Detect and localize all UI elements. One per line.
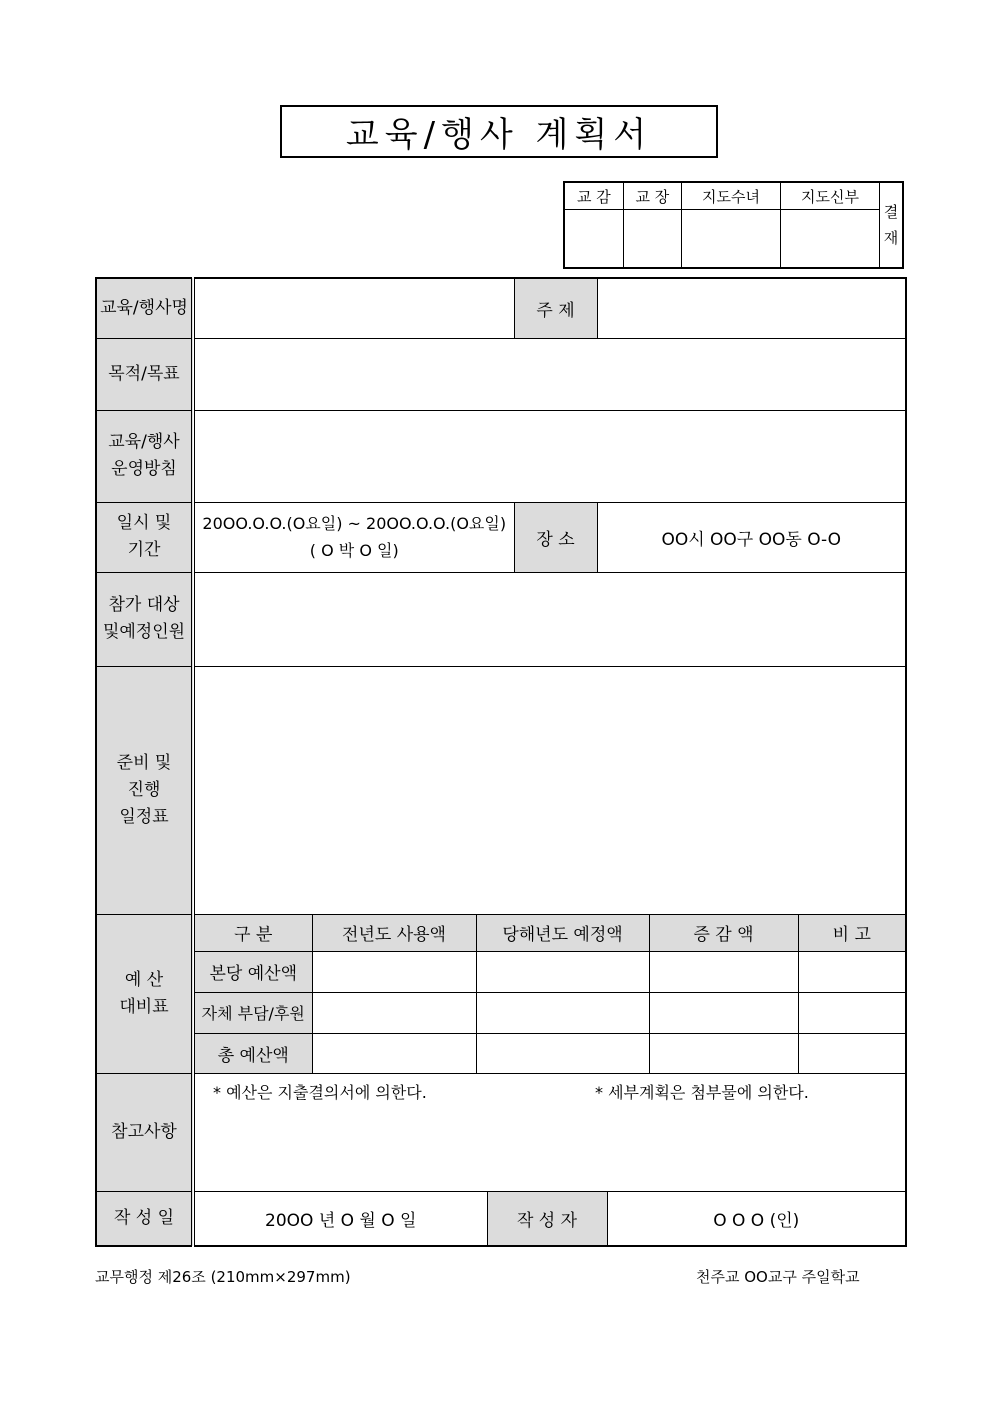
budget-label-1: 예 산 bbox=[124, 970, 164, 991]
approval-side-label bbox=[880, 182, 904, 268]
plan-form bbox=[95, 277, 907, 1247]
approval-side-label-2: 재 bbox=[883, 229, 899, 247]
sign-cell-sister[interactable] bbox=[682, 210, 781, 269]
budget-row-label: 총 예산액 bbox=[195, 1033, 312, 1073]
event-name-label: 교육/행사명 bbox=[96, 278, 193, 338]
page-title: 교육/행사 계획서 bbox=[280, 105, 718, 158]
approval-box bbox=[563, 181, 904, 269]
period-label-1: 일시 및 bbox=[116, 513, 172, 534]
period-value-2: ( O 박 O 일) bbox=[309, 541, 399, 561]
sign-cell-vice-principal[interactable] bbox=[564, 210, 623, 269]
participants-field[interactable] bbox=[193, 572, 906, 666]
approval-col-priest: 지도신부 bbox=[780, 182, 879, 210]
period-label bbox=[96, 502, 193, 572]
budget-cell[interactable] bbox=[476, 951, 649, 992]
period-label-2: 기간 bbox=[127, 540, 161, 561]
schedule-label-1: 준비 및 bbox=[116, 752, 172, 773]
policy-label bbox=[96, 410, 193, 502]
footer-regulation: 교무행정 제26조 (210mm×297mm) bbox=[95, 1268, 351, 1286]
date-field[interactable]: 20OO 년 O 월 O 일 bbox=[195, 1192, 487, 1245]
budget-cell[interactable] bbox=[798, 992, 905, 1033]
purpose-label: 목적/목표 bbox=[96, 338, 193, 410]
participants-label-1: 참가 대상 bbox=[108, 595, 180, 616]
budget-cell[interactable] bbox=[476, 992, 649, 1033]
period-field[interactable] bbox=[193, 502, 514, 572]
schedule-label-3: 일정표 bbox=[119, 806, 169, 827]
budget-label bbox=[96, 915, 193, 1074]
budget-header-last-year: 전년도 사용액 bbox=[312, 915, 476, 951]
budget-header-category: 구 분 bbox=[195, 915, 312, 951]
event-name-field[interactable] bbox=[193, 278, 514, 338]
theme-label: 주 제 bbox=[514, 278, 597, 338]
signature-row bbox=[193, 1192, 906, 1246]
theme-field[interactable] bbox=[597, 278, 906, 338]
budget-header-this-year: 당해년도 예정액 bbox=[476, 915, 649, 951]
budget-table bbox=[195, 915, 905, 1073]
budget-cell[interactable] bbox=[649, 1033, 798, 1073]
notes-list bbox=[195, 1074, 905, 1103]
participants-label-2: 및예정인원 bbox=[102, 622, 186, 643]
budget-cell[interactable] bbox=[798, 1033, 905, 1073]
budget-row-label: 자체 부담/후원 bbox=[195, 992, 312, 1033]
schedule-label-2: 진행 bbox=[127, 779, 161, 800]
budget-cell[interactable] bbox=[476, 1033, 649, 1073]
budget-cell[interactable] bbox=[649, 951, 798, 992]
budget-cell[interactable] bbox=[312, 951, 476, 992]
place-label: 장 소 bbox=[514, 502, 597, 572]
budget-row-label: 본당 예산액 bbox=[195, 951, 312, 992]
policy-field[interactable] bbox=[193, 410, 906, 502]
participants-label bbox=[96, 572, 193, 666]
sign-cell-principal[interactable] bbox=[623, 210, 681, 269]
budget-cell[interactable] bbox=[649, 992, 798, 1033]
budget-cell[interactable] bbox=[312, 1033, 476, 1073]
budget-label-2: 대비표 bbox=[119, 997, 169, 1018]
note-item: * 세부계획은 첨부물에 의한다. bbox=[595, 1083, 809, 1103]
budget-container bbox=[193, 915, 906, 1074]
date-label: 작 성 일 bbox=[96, 1192, 193, 1246]
budget-header-remarks: 비 고 bbox=[798, 915, 905, 951]
approval-side-label-1: 결 bbox=[883, 203, 899, 221]
purpose-field[interactable] bbox=[193, 338, 906, 410]
budget-cell[interactable] bbox=[312, 992, 476, 1033]
author-field[interactable]: O O O (인) bbox=[713, 1211, 800, 1232]
policy-label-2: 운영방침 bbox=[111, 459, 177, 480]
budget-cell[interactable] bbox=[798, 951, 905, 992]
author-label: 작 성 자 bbox=[487, 1192, 607, 1245]
schedule-label bbox=[96, 666, 193, 914]
footer-organization: 천주교 OO교구 주일학교 bbox=[696, 1268, 860, 1286]
budget-header-change: 증 감 액 bbox=[649, 915, 798, 951]
signature-table bbox=[195, 1192, 905, 1245]
period-value-1: 20OO.O.O.(O요일) ~ 20OO.O.O.(O요일) bbox=[202, 514, 507, 534]
place-field[interactable]: OO시 OO구 OO동 O-O bbox=[597, 502, 906, 572]
notes-field[interactable] bbox=[193, 1074, 906, 1192]
note-item: * 예산은 지출결의서에 의한다. bbox=[213, 1083, 427, 1103]
sign-cell-priest[interactable] bbox=[780, 210, 879, 269]
approval-col-sister: 지도수녀 bbox=[682, 182, 781, 210]
policy-label-1: 교육/행사 bbox=[108, 432, 180, 453]
schedule-field[interactable] bbox=[193, 666, 906, 914]
approval-col-principal: 교 장 bbox=[623, 182, 681, 210]
approval-col-vice-principal: 교 감 bbox=[564, 182, 623, 210]
notes-label: 참고사항 bbox=[96, 1074, 193, 1192]
